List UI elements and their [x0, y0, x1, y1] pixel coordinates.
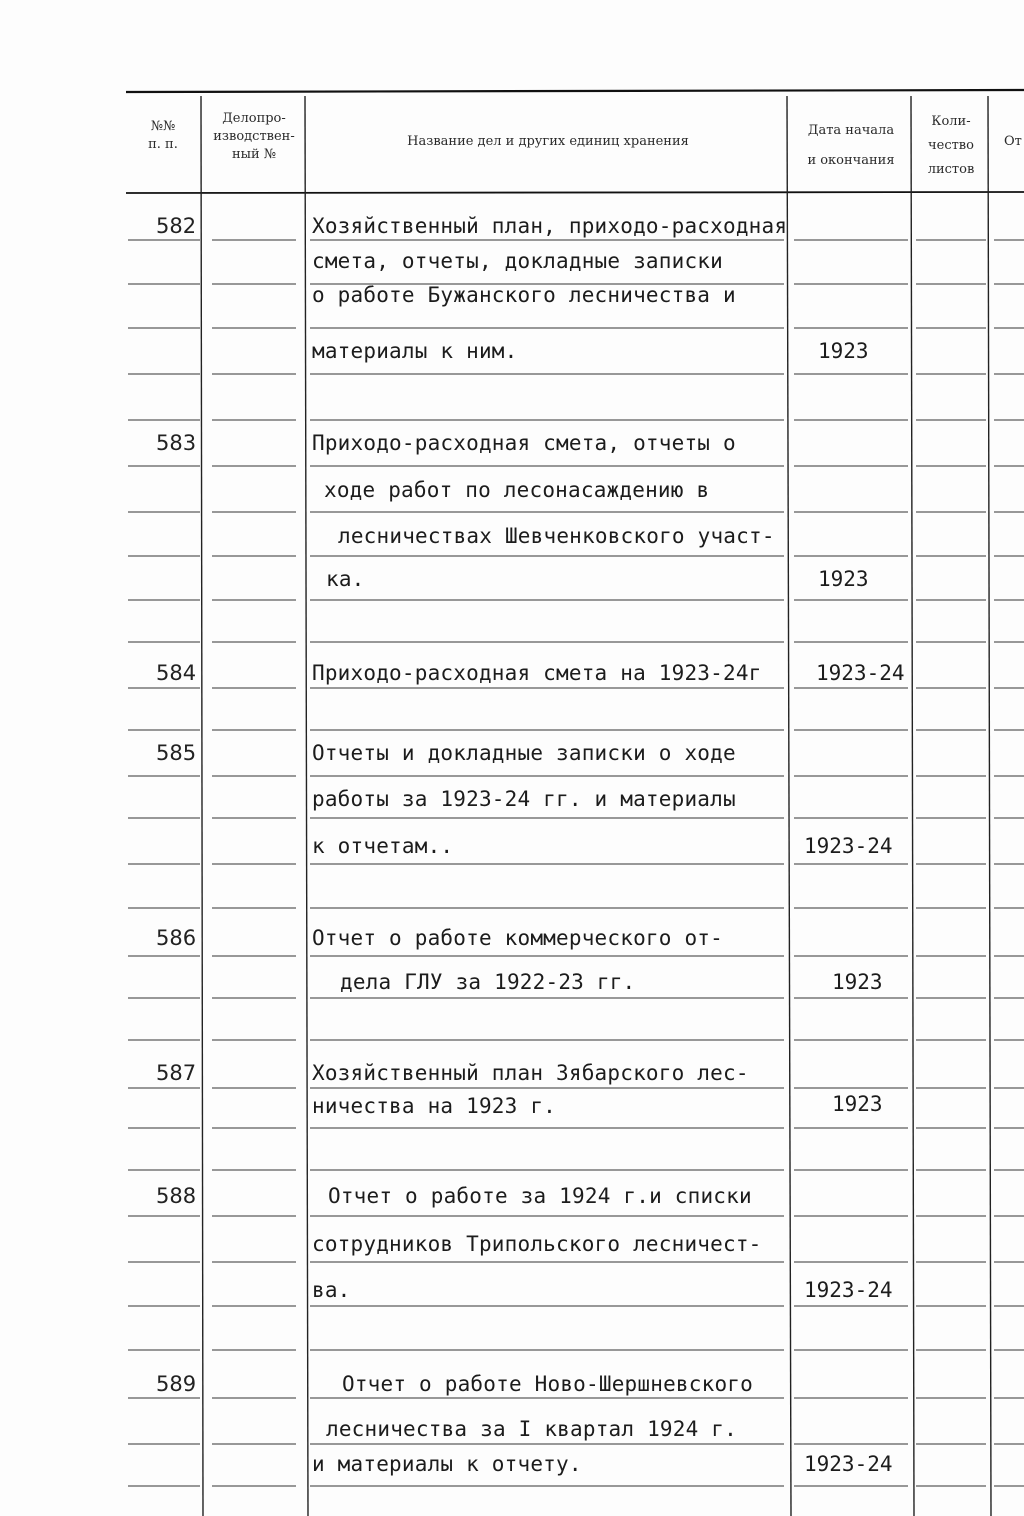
row-number: 586: [156, 926, 197, 950]
record-title-line: работы за 1923-24 гг. и материалы: [312, 787, 736, 811]
record-title-line: сотрудников Трипольского лесничест-: [312, 1232, 762, 1256]
record-title-line: Приходо-расходная смета, отчеты о: [312, 431, 736, 455]
header-col-cut: От: [1004, 134, 1022, 149]
row-number: 584: [156, 661, 197, 685]
record-title-line: и материалы к отчету.: [312, 1452, 582, 1476]
header-col-title: Название дел и других единиц хранения: [407, 134, 689, 149]
header-col-record-number: Делопро- изводствен- ный №: [213, 111, 295, 162]
row-number: 589: [156, 1372, 197, 1396]
record-date: 1923-24: [804, 1452, 893, 1476]
header-col-sheets: Коли- чество листов: [927, 114, 975, 177]
record-title-line: ничества на 1923 г.: [312, 1094, 557, 1118]
record-title-line: ходе работ по лесонасаждению в: [324, 478, 710, 502]
record-title-line: к отчетам..: [312, 834, 454, 858]
record-date: 1923-24: [804, 1278, 893, 1302]
header-col-dates: Дата начала и окончания: [807, 123, 895, 168]
record-date: 1923: [832, 970, 883, 994]
row-number: 587: [156, 1061, 197, 1085]
record-title-line: Приходо-расходная смета на 1923-24г: [312, 661, 762, 685]
record-title-line: лесничествах Шевченковского участ-: [338, 524, 775, 548]
record-title-line: Отчет о работе коммерческого от-: [312, 926, 723, 950]
record-title-line: Отчет о работе за 1924 г.и списки: [328, 1184, 752, 1208]
record-title-line: дела ГЛУ за 1922-23 гг.: [340, 970, 636, 994]
record-title-line: Хозяйственный план, приходо-расходная: [312, 214, 788, 238]
record-title-line: Хозяйственный план Зябарского лес-: [312, 1061, 749, 1085]
record-title-line: Отчеты и докладные записки о ходе: [312, 741, 736, 765]
row-number: 583: [156, 431, 197, 455]
row-number: 585: [156, 741, 197, 765]
record-title-line: материалы к ним.: [312, 339, 518, 363]
record-date: 1923: [818, 339, 869, 363]
record-date: 1923-24: [804, 834, 893, 858]
record-title-line: о работе Бужанского лесничества и: [312, 283, 736, 307]
record-title-line: лесничества за I квартал 1924 г.: [326, 1417, 737, 1441]
record-date: 1923-24: [816, 661, 905, 685]
record-date: 1923: [832, 1092, 883, 1116]
record-title-line: смета, отчеты, докладные записки: [312, 249, 723, 273]
record-title-line: ва.: [312, 1278, 351, 1302]
header-col-number: №№ п. п.: [148, 119, 178, 152]
row-number: 582: [156, 214, 197, 238]
record-title-line: Отчет о работе Ново-Шершневского: [342, 1372, 753, 1396]
record-date: 1923: [818, 567, 869, 591]
row-number: 588: [156, 1184, 197, 1208]
record-title-line: ка.: [326, 567, 365, 591]
